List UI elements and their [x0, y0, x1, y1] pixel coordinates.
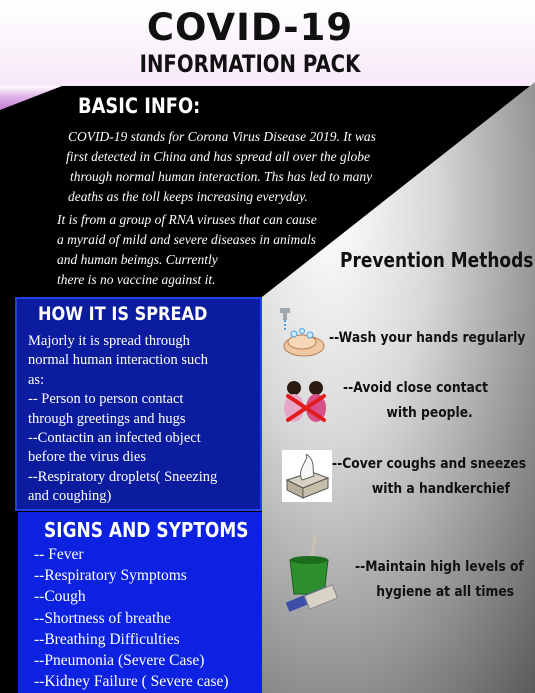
signs-item: --Kidney Failure ( Severe case)	[34, 673, 229, 691]
hand-washing-icon	[276, 306, 332, 362]
basic-info-line: through normal human interaction. Ths has led to many	[70, 169, 373, 184]
spread-line: Majorly it is spread through	[28, 333, 190, 349]
spread-line: --Contactin an infected object	[28, 430, 201, 447]
no-contact-icon	[278, 378, 334, 424]
prevention-method-1	[329, 326, 525, 351]
spread-line: through greetings and hugs	[28, 410, 186, 427]
signs-item: --Cough	[34, 588, 86, 606]
prevention-method-2	[343, 376, 488, 426]
basic-info-line: COVID-19 stands for Corona Virus Disease 2019. It was	[68, 129, 376, 144]
signs-heading: SIGNS AND SYPTOMS	[44, 518, 249, 542]
signs-item: --Breathing Difficulties	[34, 630, 180, 648]
basic-info-heading: BASIC INFO:	[78, 94, 201, 118]
signs-item: -- Fever	[34, 546, 84, 563]
signs-item: --Shortness of breathe	[34, 609, 171, 627]
left-black-strip	[0, 510, 18, 693]
basic-info-line: there is no vaccine against it.	[57, 272, 216, 287]
signs-item: --Respiratory Symptoms	[34, 567, 187, 585]
signs-item: --Pneumonia (Severe Case)	[34, 652, 205, 670]
basic-info-paragraph-2	[57, 210, 357, 290]
poster-title: COVID-19	[146, 6, 354, 49]
spread-line: before the virus dies	[28, 449, 146, 466]
spread-line: -- Person to person contact	[28, 391, 184, 408]
prevention-method-3	[332, 452, 526, 502]
prevention-method-text: --Wash your hands regularly	[329, 330, 526, 346]
basic-info-paragraph-1	[66, 127, 426, 207]
basic-info-line: deaths as the toll keeps increasing everyday.	[68, 189, 308, 204]
prevention-method-text: --Cover coughs and sneezes	[332, 456, 527, 472]
basic-info-line: It is from a group of RNA viruses that can cause	[57, 212, 317, 227]
cleaning-bucket-icon	[276, 534, 346, 614]
prevention-method-text: --Avoid close contact	[343, 380, 489, 396]
spread-line: normal human interaction such	[28, 352, 208, 369]
prevention-method-text: with people.	[386, 405, 473, 421]
signs-list	[34, 544, 229, 692]
prevention-method-text: hygiene at all times	[376, 584, 515, 600]
tissue-box-icon	[282, 450, 332, 502]
spread-line: --Respiratory droplets( Sneezing	[28, 468, 218, 485]
prevention-heading: Prevention Methods	[340, 248, 534, 272]
basic-info-line: first detected in China and has spread all over the globe	[66, 149, 370, 164]
prevention-method-4	[355, 555, 524, 605]
spread-heading: HOW IT IS SPREAD	[38, 303, 208, 325]
basic-info-line: and human beimgs. Currently	[57, 252, 218, 267]
prevention-method-text: with a handkerchief	[371, 481, 511, 497]
spread-line: as:	[28, 371, 45, 388]
spread-line: and coughing)	[28, 488, 112, 505]
prevention-method-text: --Maintain high levels of	[355, 559, 524, 575]
basic-info-line: a myraid of mild and severe diseases in animals	[57, 232, 316, 247]
poster-subtitle: INFORMATION PACK	[139, 50, 361, 78]
spread-text	[28, 332, 256, 507]
